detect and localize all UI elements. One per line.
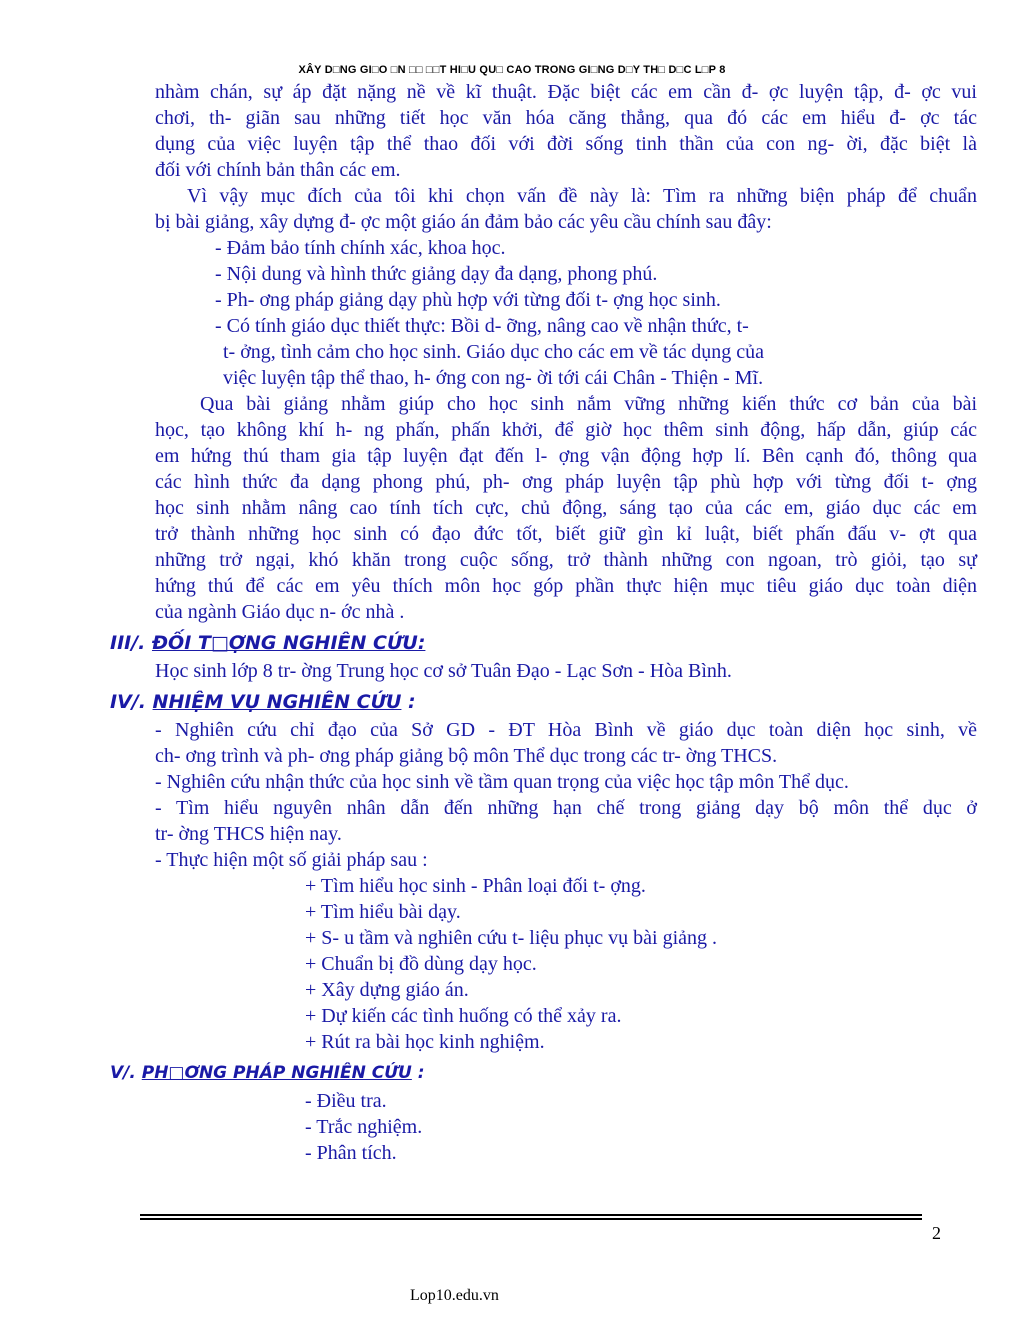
section-4-line: - Nghiên cứu chỉ đạo của Sở GD - ĐT Hòa Bình về giáo dục toàn diện học sinh, về: [155, 719, 977, 741]
purpose-line: bị bài giảng, xây dựng đ- ợc một giáo án đảm bảo các yêu cầu chính sau đây:: [155, 211, 772, 233]
section-4-line: - Nghiên cứu nhận thức của học sinh về tầm quan trọng của việc học tập môn Thể dục.: [155, 771, 849, 793]
requirement-item: - Có tính giáo dục thiết thực: Bồi d- ỡng, nâng cao về nhận thức, t-: [215, 315, 749, 337]
solution-item: + Dự kiến các tình huống có thể xảy ra.: [305, 1005, 622, 1027]
section-4-line: - Thực hiện một số giải pháp sau :: [155, 849, 428, 871]
intro-line: đối với chính bản thân các em.: [155, 159, 401, 181]
goal-line: những trở ngại, khó khăn trong cuộc sống, trở thành những con ngoan, trò giỏi, tạo sự: [155, 549, 977, 571]
method-item: - Phân tích.: [305, 1142, 397, 1164]
goal-line: hứng thú để các em yêu thích môn học góp phần thực hiện mục tiêu giáo dục toàn diện: [155, 575, 977, 597]
section-5-suffix: :: [411, 1063, 425, 1083]
requirement-item: việc luyện tập thể thao, h- ớng con ng- ời tới cái Chân - Thiện - Mĩ.: [223, 367, 764, 389]
footer-site: Lop10.edu.vn: [410, 1287, 499, 1304]
section-4-line: tr- ờng THCS hiện nay.: [155, 823, 342, 845]
requirement-item: - Nội dung và hình thức giảng dạy đa dạng, phong phú.: [215, 263, 658, 285]
section-4-heading: [110, 687, 977, 717]
section-4-number: IV/.: [110, 691, 153, 713]
document-body: [110, 79, 977, 1166]
solution-item: + Xây dựng giáo án.: [305, 979, 469, 1001]
solution-item: + Rút ra bài học kinh nghiệm.: [305, 1031, 545, 1053]
section-4-line: ch- ơng trình và ph- ơng pháp giảng bộ môn Thể dục trong các tr- ờng THCS.: [155, 745, 778, 767]
section-5-heading: [110, 1058, 977, 1088]
solution-item: + Tìm hiểu học sinh - Phân loại đối t- ợng.: [305, 875, 646, 897]
section-4-line: - Tìm hiểu nguyên nhân dẫn đến những hạn chế trong giảng dạy bộ môn thể dục ở: [155, 797, 977, 819]
requirement-item: t- ởng, tình cảm cho học sinh. Giáo dục cho các em về tác dụng của: [223, 341, 764, 363]
purpose-line: Vì vậy mục đích của tôi khi chọn vấn đề này là: Tìm ra những biện pháp để chuẩn: [187, 185, 977, 207]
intro-line: dụng của việc luyện tập thể thao đối với đời sống tinh thần của con ng- ời, đặc biệt là: [155, 133, 977, 155]
section-5-title: PH□ƠNG PHÁP NGHIÊN CỨU: [141, 1063, 412, 1083]
running-header: XÂY D□NG GI□O □N □□ □□T HI□U QU□ CAO TRONG GI□NG D□Y TH□ D□C L□P 8: [298, 64, 726, 76]
solution-item: + Chuẩn bị đồ dùng dạy học.: [305, 953, 537, 975]
goal-line: trở thành những học sinh có đạo đức tốt, biết giữ gìn kỉ luật, biết phấn đấu v- ợt qua: [155, 523, 977, 545]
goal-line: Qua bài giảng nhằm giúp cho học sinh nắm vững những kiến thức cơ bản của bài: [200, 393, 977, 415]
section-3-text: Học sinh lớp 8 tr- ờng Trung học cơ sở Tuân Đạo - Lạc Sơn - Hòa Bình.: [155, 660, 732, 682]
goal-line: học sinh nhằm nâng cao tính tích cực, chủ động, sáng tạo của các em, giáo dục các em: [155, 497, 977, 519]
section-3-title: ĐỐI T□ỢNG NGHIÊN CỨU:: [151, 632, 426, 654]
goal-line: của ngành Giáo dục n- ớc nhà .: [155, 601, 405, 623]
intro-line: nhàm chán, sự áp đặt nặng nề về kĩ thuật. Đặc biệt các em cần đ- ợc luyện tập, đ- ợc vui: [155, 81, 977, 103]
method-item: - Trắc nghiệm.: [305, 1116, 423, 1138]
intro-line: chơi, th- giãn sau những tiết học văn hóa căng thẳng, qua đó các em hiểu đ- ợc tác: [155, 107, 977, 129]
requirement-item: - Đảm bảo tính chính xác, khoa học.: [215, 237, 506, 259]
page-number: 2: [932, 1223, 941, 1243]
section-3-heading: [110, 628, 977, 658]
goal-line: em hứng thú tham gia tập luyện đạt đến l- ợng vận động hợp lí. Bên cạnh đó, thông qua: [155, 445, 977, 467]
section-4-suffix: :: [401, 691, 416, 713]
goal-line: các hình thức đa dạng phong phú, ph- ơng pháp luyện tập phù hợp với từng đối t- ợng: [155, 471, 977, 493]
solution-item: + S- u tầm và nghiên cứu t- liệu phục vụ bài giảng .: [305, 927, 718, 949]
footer-rule: [140, 1214, 922, 1220]
method-item: - Điều tra.: [305, 1090, 387, 1112]
requirement-item: - Ph- ơng pháp giảng dạy phù hợp với từng đối t- ợng học sinh.: [215, 289, 721, 311]
section-5-number: V/.: [110, 1063, 142, 1083]
goal-line: học, tạo không khí h- ng phấn, phấn khởi, để giờ học thêm sinh động, hấp dẫn, giúp các: [155, 419, 977, 441]
section-4-title: NHIỆM VỤ NGHIÊN CỨU: [152, 691, 402, 713]
solution-item: + Tìm hiểu bài dạy.: [305, 901, 461, 923]
section-3-number: III/.: [110, 632, 152, 654]
